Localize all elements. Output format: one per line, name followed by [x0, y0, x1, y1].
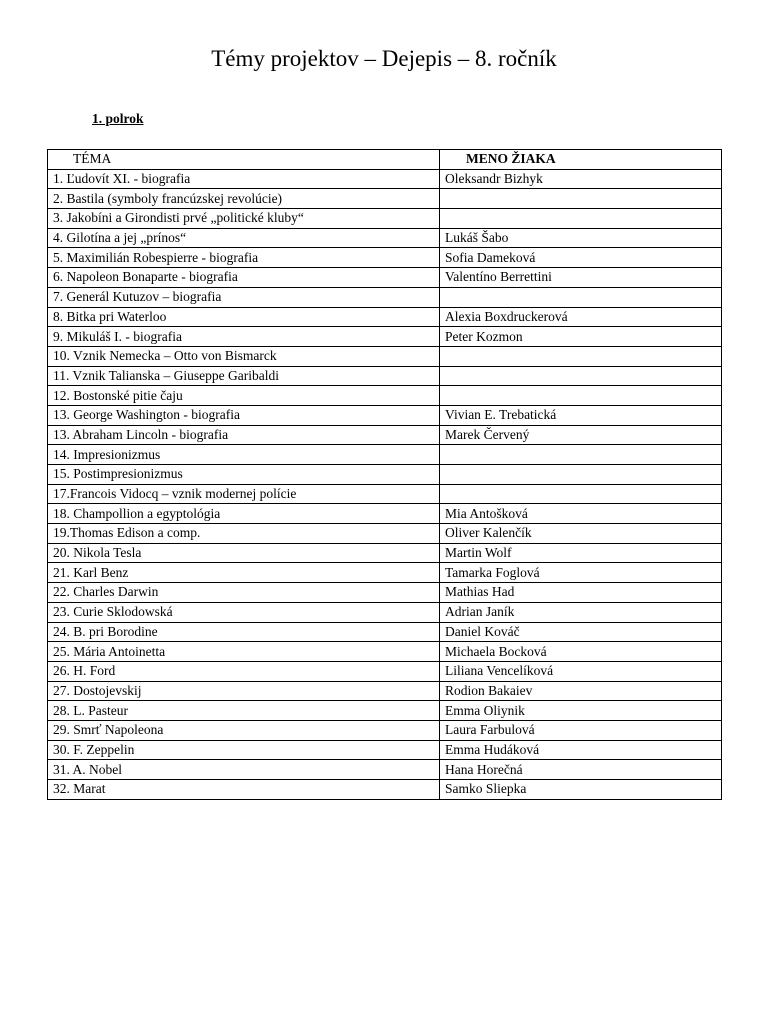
topic-cell: 1. Ľudovít XI. - biografia — [48, 169, 440, 189]
header-topic: TÉMA — [48, 150, 440, 170]
table-row — [48, 504, 722, 524]
topic-cell: 25. Mária Antoinetta — [48, 642, 440, 662]
table-row — [48, 543, 722, 563]
topic-cell: 12. Bostonské pitie čaju — [48, 386, 440, 406]
table-row — [48, 386, 722, 406]
table-row — [48, 445, 722, 465]
student-name-cell: Marek Červený — [440, 425, 722, 445]
table-row — [48, 642, 722, 662]
table-row — [48, 307, 722, 327]
table-row — [48, 563, 722, 583]
document-title: Témy projektov – Dejepis – 8. ročník — [211, 46, 557, 71]
student-name-cell: Rodion Bakaiev — [440, 681, 722, 701]
topic-cell: 19.Thomas Edison a comp. — [48, 524, 440, 544]
student-name-cell: Tamarka Foglová — [440, 563, 722, 583]
projects-table — [47, 149, 722, 800]
student-name-cell: Peter Kozmon — [440, 327, 722, 347]
table-row — [48, 701, 722, 721]
topic-cell: 4. Gilotína a jej „prínos“ — [48, 228, 440, 248]
topic-cell: 5. Maximilián Robespierre - biografia — [48, 248, 440, 268]
table-row — [48, 425, 722, 445]
topic-cell: 32. Marat — [48, 780, 440, 800]
student-name-cell: Emma Hudáková — [440, 740, 722, 760]
student-name-cell: Sofia Dameková — [440, 248, 722, 268]
table-row — [48, 346, 722, 366]
table-row — [48, 740, 722, 760]
student-name-cell: Vivian E. Trebatická — [440, 405, 722, 425]
section-heading: 1. polrok — [92, 111, 144, 126]
student-name-cell: Oliver Kalenčík — [440, 524, 722, 544]
student-name-cell: Michaela Bocková — [440, 642, 722, 662]
topic-cell: 17.Francois Vidocq – vznik modernej polície — [48, 484, 440, 504]
table-row — [48, 327, 722, 347]
topic-cell: 14. Impresionizmus — [48, 445, 440, 465]
table-row — [48, 484, 722, 504]
table-row — [48, 720, 722, 740]
table-row — [48, 366, 722, 386]
student-name-cell — [440, 366, 722, 386]
student-name-cell — [440, 189, 722, 209]
table-row — [48, 583, 722, 603]
student-name-cell — [440, 386, 722, 406]
student-name-cell: Martin Wolf — [440, 543, 722, 563]
header-student-name: MENO ŽIAKA — [440, 150, 722, 170]
student-name-cell — [440, 445, 722, 465]
student-name-cell: Valentíno Berrettini — [440, 268, 722, 288]
student-name-cell: Mathias Had — [440, 583, 722, 603]
topic-cell: 22. Charles Darwin — [48, 583, 440, 603]
topic-cell: 18. Champollion a egyptológia — [48, 504, 440, 524]
topic-cell: 21. Karl Benz — [48, 563, 440, 583]
student-name-cell — [440, 465, 722, 485]
topic-cell: 29. Smrť Napoleona — [48, 720, 440, 740]
topic-cell: 8. Bitka pri Waterloo — [48, 307, 440, 327]
table-row — [48, 465, 722, 485]
table-row — [48, 622, 722, 642]
student-name-cell: Lukáš Šabo — [440, 228, 722, 248]
student-name-cell: Adrian Janík — [440, 602, 722, 622]
topic-cell: 23. Curie Sklodowská — [48, 602, 440, 622]
student-name-cell — [440, 209, 722, 229]
table-row — [48, 169, 722, 189]
topic-cell: 6. Napoleon Bonaparte - biografia — [48, 268, 440, 288]
student-name-cell: Liliana Vencelíková — [440, 661, 722, 681]
topic-cell: 11. Vznik Talianska – Giuseppe Garibaldi — [48, 366, 440, 386]
topic-cell: 13. Abraham Lincoln - biografia — [48, 425, 440, 445]
table-header-row — [48, 150, 722, 170]
table-row — [48, 209, 722, 229]
table-row — [48, 661, 722, 681]
student-name-cell: Oleksandr Bizhyk — [440, 169, 722, 189]
table-row — [48, 405, 722, 425]
topic-cell: 26. H. Ford — [48, 661, 440, 681]
student-name-cell: Daniel Kováč — [440, 622, 722, 642]
topic-cell: 31. A. Nobel — [48, 760, 440, 780]
student-name-cell: Hana Horečná — [440, 760, 722, 780]
topic-cell: 28. L. Pasteur — [48, 701, 440, 721]
topic-cell: 20. Nikola Tesla — [48, 543, 440, 563]
table-row — [48, 681, 722, 701]
table-row — [48, 268, 722, 288]
topic-cell: 13. George Washington - biografia — [48, 405, 440, 425]
table-row — [48, 760, 722, 780]
student-name-cell — [440, 346, 722, 366]
topic-cell: 9. Mikuláš I. - biografia — [48, 327, 440, 347]
topic-cell: 2. Bastila (symboly francúzskej revolúcie) — [48, 189, 440, 209]
table-row — [48, 602, 722, 622]
student-name-cell: Laura Farbulová — [440, 720, 722, 740]
table-row — [48, 228, 722, 248]
student-name-cell: Alexia Boxdruckerová — [440, 307, 722, 327]
topic-cell: 7. Generál Kutuzov – biografia — [48, 287, 440, 307]
table-row — [48, 248, 722, 268]
table-row — [48, 189, 722, 209]
student-name-cell: Mia Antošková — [440, 504, 722, 524]
topic-cell: 24. B. pri Borodine — [48, 622, 440, 642]
student-name-cell: Emma Oliynik — [440, 701, 722, 721]
table-row — [48, 524, 722, 544]
topic-cell: 10. Vznik Nemecka – Otto von Bismarck — [48, 346, 440, 366]
topic-cell: 30. F. Zeppelin — [48, 740, 440, 760]
topic-cell: 3. Jakobíni a Girondisti prvé „politické kluby“ — [48, 209, 440, 229]
topic-cell: 27. Dostojevskij — [48, 681, 440, 701]
student-name-cell — [440, 287, 722, 307]
table-row — [48, 780, 722, 800]
student-name-cell — [440, 484, 722, 504]
student-name-cell: Samko Sliepka — [440, 780, 722, 800]
topic-cell: 15. Postimpresionizmus — [48, 465, 440, 485]
table-row — [48, 287, 722, 307]
